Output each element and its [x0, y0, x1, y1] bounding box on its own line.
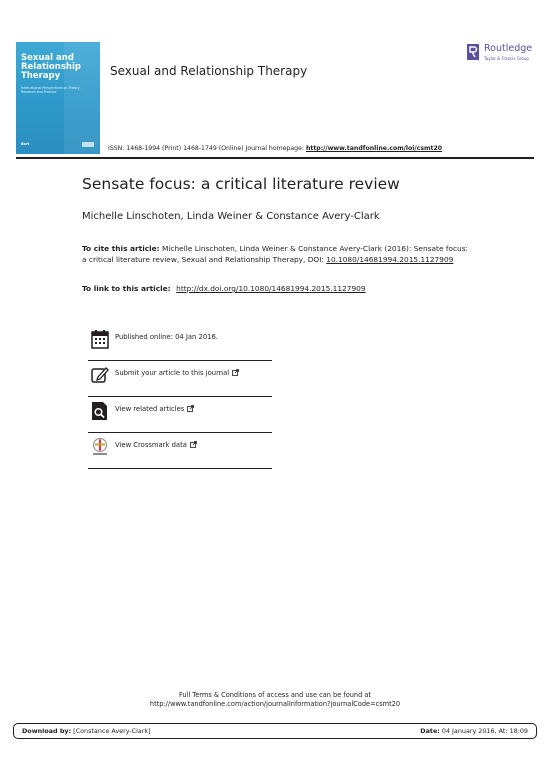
- cover-title: Sexual and Relationship Therapy: [21, 53, 81, 81]
- related-articles-link[interactable]: [88, 397, 272, 433]
- publisher-group: Taylor & Francis Group: [484, 56, 529, 61]
- article-link-line: [82, 284, 366, 293]
- article-link-label: To link to this article:: [82, 284, 174, 293]
- issn-line: [108, 145, 442, 152]
- journal-homepage-link[interactable]: http://www.tandfonline.com/loi/csmt20: [305, 145, 443, 152]
- issn-text: ISSN: 1468-1994 (Print) 1468-1749 (Online) Journal homepage:: [108, 145, 306, 152]
- header-divider: [16, 157, 534, 159]
- published-online-label: Published online: 04 Jan 2016.: [115, 333, 218, 341]
- submit-article-link[interactable]: [88, 361, 272, 397]
- cover-publisher-mark: Bsrt: [21, 142, 30, 146]
- external-link-icon: [232, 369, 239, 376]
- related-articles-label: View related articles: [115, 405, 194, 413]
- journal-name: Sexual and Relationship Therapy: [110, 64, 308, 78]
- published-online-item: [88, 325, 272, 361]
- crossmark-label: View Crossmark data: [115, 441, 197, 449]
- article-doi-url[interactable]: http://dx.doi.org/10.1080/14681994.2015.1127909: [176, 284, 366, 293]
- terms-notice: [0, 691, 550, 709]
- journal-cover-image: [16, 42, 100, 154]
- citation-text: Michelle Linschoten, Linda Weiner & Constance Avery-Clark (2016): Sensate focus: a critical literature review, Sexual and Relationship Therapy, DOI:: [82, 244, 469, 264]
- download-info-bar: [13, 723, 537, 739]
- crossmark-link[interactable]: [88, 433, 272, 469]
- crossmark-icon: [91, 437, 109, 457]
- citation-block: [82, 243, 472, 265]
- citation-doi-link[interactable]: 10.1080/14681994.2015.1127909: [326, 255, 454, 264]
- routledge-icon: [466, 43, 480, 61]
- external-link-icon: [187, 405, 194, 412]
- publisher-name: Routledge: [484, 43, 533, 54]
- cover-logo: [82, 142, 94, 147]
- cover-subtitle: International Perspectives on Theory, Research and Practice: [21, 86, 81, 94]
- publisher-logo: [466, 43, 536, 63]
- submit-article-label: Submit your article to this journal: [115, 369, 239, 377]
- article-title: Sensate focus: a critical literature review: [82, 175, 400, 193]
- download-date: Date: 04 January 2016, At: 18:09: [420, 727, 528, 735]
- search-document-icon: [91, 401, 109, 421]
- edit-icon: [91, 365, 109, 385]
- download-by: Download by: [Constance Avery-Clark]: [22, 727, 151, 735]
- calendar-icon: [91, 329, 109, 349]
- article-authors: Michelle Linschoten, Linda Weiner & Constance Avery-Clark: [82, 211, 380, 222]
- article-actions: [88, 325, 272, 469]
- external-link-icon: [190, 441, 197, 448]
- terms-url[interactable]: http://www.tandfonline.com/action/journalInformation?journalCode=csmt20: [149, 700, 401, 708]
- citation-label: To cite this article:: [82, 244, 160, 253]
- terms-line-1: Full Terms & Conditions of access and use can be found at: [178, 691, 372, 699]
